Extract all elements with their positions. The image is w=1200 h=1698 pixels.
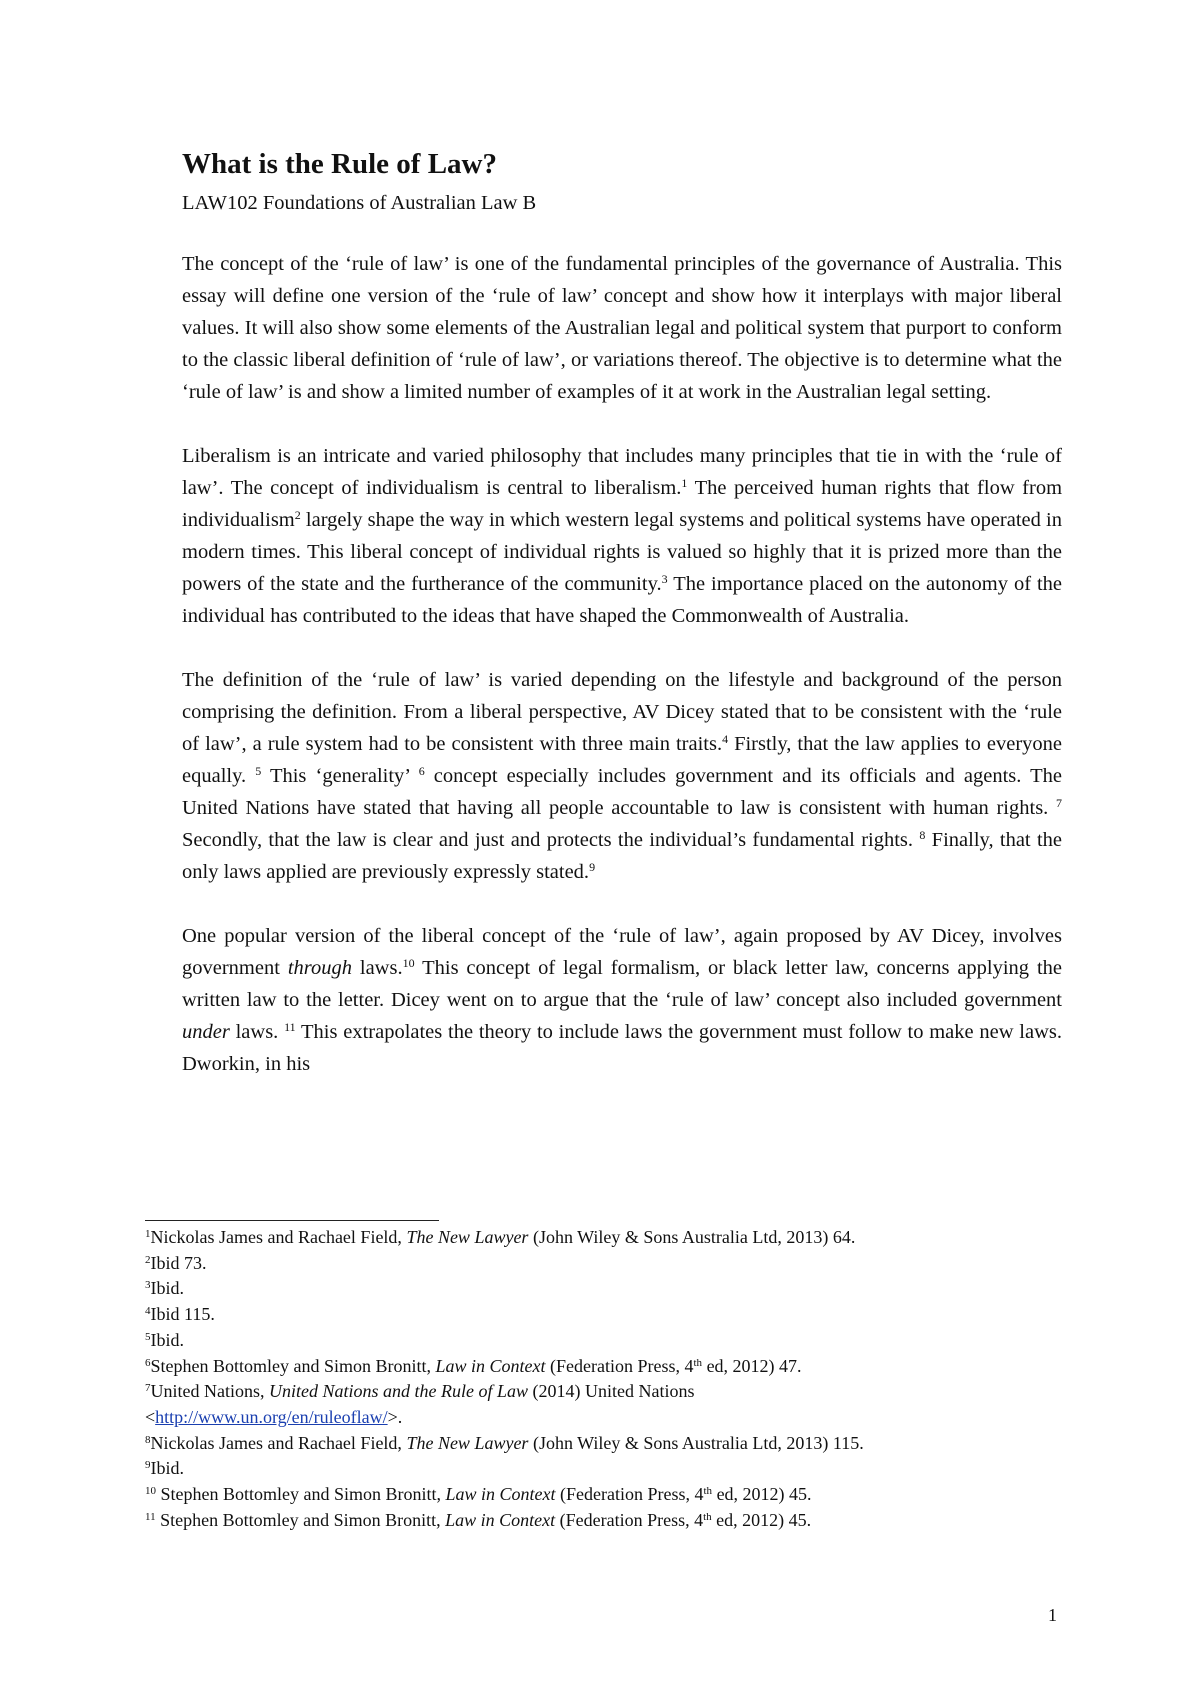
footnote-text: (Federation Press, 4 [555,1484,704,1505]
paragraph-text: This extrapolates the theory to include laws the government must follow to make new laws. Dworkin, in his [182,1021,1063,1075]
footnote-title: The New Lawyer [406,1227,529,1247]
footnote-text: ed, 2012) 45. [712,1484,812,1505]
footnote-text: (John Wiley & Sons Australia Ltd, 2013) 115. [528,1432,864,1453]
paragraph-text: One popular version of the liberal concept of the ‘rule of law’, again proposed by AV Dicey, involves government [182,925,1062,979]
emphasis-text: under [182,1021,230,1043]
footnote-text: (2014) United Nations [528,1381,695,1402]
footnote-text: (John Wiley & Sons Australia Ltd, 2013) 64. [528,1227,856,1247]
paragraph-liberalism [182,440,1062,632]
footnote-text: Ibid. [150,1278,184,1299]
footnote-text: (Federation Press, 4 [545,1355,694,1376]
footnote-ordinal: th [703,1510,712,1523]
footnote-ref[interactable]: 9 [589,860,596,874]
footnote-ref[interactable]: 1 [681,476,688,490]
paragraph-text: Secondly, that the law is clear and just and protects the individual’s fundamental rights. [182,829,920,851]
footnote-title: Law in Context [445,1509,556,1530]
footnote-ordinal: th [703,1485,713,1498]
footnote-text: ed, 2012) 47. [702,1355,802,1376]
footnote-number: 3 [145,1279,151,1292]
footnote-ref[interactable]: 5 [255,764,262,778]
footnote-item [145,1251,1065,1277]
footnote-title: United Nations and the Rule of Law [269,1381,528,1402]
footnote-number: 11 [145,1510,156,1523]
page-number: 1 [1048,1605,1057,1625]
footnote-text: Ibid 73. [150,1252,207,1273]
footnote-title: The New Lawyer [406,1432,529,1453]
paragraph-text: The definition of the ‘rule of law’ is varied depending on the lifestyle and background of the person comprising the definition. From a liberal perspective, AV Dicey stated that to be consistent with the ‘rule of law’, a rule system had to be consistent with three main traits. [182,669,1062,755]
course-subtitle: LAW102 Foundations of Australian Law B [182,192,537,214]
footnote-number: 5 [145,1330,151,1343]
paragraph-intro [182,248,1062,408]
paragraph-dicey [182,920,1062,1080]
emphasis-text: through [287,957,352,979]
paragraph-definition [182,664,1062,888]
footnote-text: Ibid 115. [150,1304,215,1325]
footnote-item [145,1431,1065,1457]
footnote-text: Stephen Bottomley and Simon Bronitt, [155,1509,446,1530]
paragraph-text: The perceived human rights that flow from individualism [182,477,1063,531]
essay-body [182,248,1062,1112]
footnote-number: 2 [145,1253,151,1266]
footnote-text: Stephen Bottomley and Simon Bronitt, [156,1484,446,1505]
footnote-item [145,1482,1065,1508]
un-rule-of-law-link[interactable]: http://www.un.org/en/ruleoflaw/ [155,1406,388,1427]
footnote-item [145,1456,1065,1482]
footnote-number: 1 [145,1228,151,1240]
footnote-item [145,1276,1065,1302]
footnote-text: Nickolas James and Rachael Field, [150,1227,407,1247]
footnote-title: Law in Context [435,1355,546,1376]
footnote-ref[interactable]: 6 [418,764,425,778]
footnote-text: Stephen Bottomley and Simon Bronitt, [150,1355,436,1376]
footnote-item [145,1328,1065,1354]
paragraph-text: The importance placed on the autonomy of the individual has contributed to the ideas that have shaped the Commonwealth of Australia. [182,573,1063,627]
footnote-item [145,1302,1065,1328]
paragraph-text: Firstly, that the law applies to everyone equally. [182,733,1063,787]
footnote-ref[interactable]: 7 [1056,796,1062,810]
footnote-text: United Nations, [150,1381,269,1402]
footnote-number: 10 [145,1485,156,1498]
footnote-text: (Federation Press, 4 [555,1509,704,1530]
footnote-number: 4 [145,1305,151,1318]
footnote-text: ed, 2012) 45. [711,1509,812,1530]
footnote-number: 8 [145,1433,151,1446]
footnote-ordinal: th [693,1356,703,1369]
paragraph-text: Liberalism is an intricate and varied philosophy that includes many principles that tie in with the ‘rule of law’. The concept of individualism is central to liberalism. [182,445,1062,499]
footnote-text: Ibid. [150,1329,184,1350]
footnote-item [145,1354,1065,1380]
footnote-item [145,1379,1065,1430]
footnotes-section [145,1225,1065,1533]
footnote-text: Ibid. [150,1458,184,1479]
footnote-ref[interactable]: 10 [402,956,415,970]
footnote-ref[interactable]: 11 [284,1020,296,1034]
footnote-text: < [145,1406,156,1427]
footnote-item [145,1225,1065,1251]
page-title: What is the Rule of Law? [182,148,497,180]
footnote-text: Nickolas James and Rachael Field, [150,1432,407,1453]
footnote-number: 9 [145,1459,151,1472]
footnote-item [145,1508,1065,1534]
paragraph-text: The concept of the ‘rule of law’ is one of the fundamental principles of the governance of Australia. This essay will define one version of the ‘rule of law’ concept and show how it interplays with major liberal values. It will also show some elements of the Australian legal and political system that purport to conform to the classic liberal definition of ‘rule of law’, or variations thereof. The objective is to determine what the ‘rule of law’ is and show a limited number of examples of it at work in the Australian legal setting. [182,253,1062,403]
paragraph-text: This ‘generality’ [261,765,419,787]
footnote-ref[interactable]: 4 [722,732,729,746]
paragraph-text: Finally, that the only laws applied are previously expressly stated. [182,829,1062,883]
paragraph-text: This concept of legal formalism, or black letter law, concerns applying the written law to the letter. Dicey went on to argue that the ‘rule of law’ concept also included government [182,957,1062,1011]
paragraph-text: largely shape the way in which western legal systems and political systems have operated in modern times. This liberal concept of individual rights is valued so highly that it is prized more than the powers of the state and the furtherance of the community. [182,509,1062,595]
paragraph-text: laws. [351,957,403,979]
footnote-divider [145,1220,439,1221]
footnote-ref[interactable]: 2 [294,508,301,522]
paragraph-text: laws. [229,1021,285,1043]
footnote-text: >. [387,1406,403,1427]
footnote-number: 7 [145,1382,151,1395]
footnote-title: Law in Context [445,1484,556,1505]
footnote-ref[interactable]: 3 [661,572,668,586]
footnote-ref[interactable]: 8 [919,828,926,842]
footnote-number: 6 [145,1356,151,1369]
paragraph-text: concept especially includes government and its officials and agents. The United Nations have stated that having all people accountable to law is consistent with human rights. [182,765,1062,819]
